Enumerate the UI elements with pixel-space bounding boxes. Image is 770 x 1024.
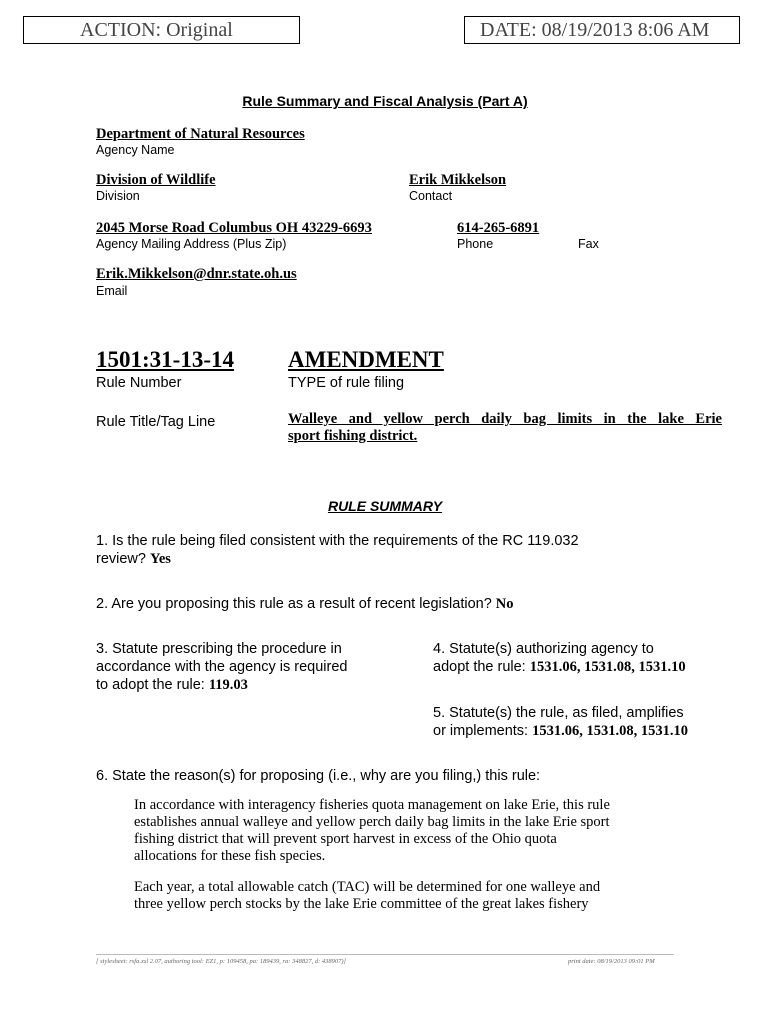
rule-title-line-1: Walleye and yellow perch daily bag limits in the lake Erie (288, 411, 722, 427)
rule-summary-heading: RULE SUMMARY (327, 498, 443, 514)
question-1 (96, 532, 736, 568)
footer-stylesheet-info: [ stylesheet: rsfa.xsl 2.07, authoring tool: EZ1, p: 109458, pa: 189439, ra: 348827, d: 438907)] (96, 958, 347, 965)
phone-label: Phone (457, 237, 494, 251)
footer-rule (96, 954, 674, 955)
date-box (464, 16, 740, 44)
question-5-line-2 (433, 722, 688, 740)
question-4-line-1: 4. Statute(s) authorizing agency to (433, 641, 654, 657)
page-title: Rule Summary and Fiscal Analysis (Part A) (242, 93, 528, 109)
question-3-answer: 119.03 (208, 677, 248, 693)
rule-number-label: Rule Number (96, 375, 182, 391)
address-value: 2045 Morse Road Columbus OH 43229-6693 (96, 220, 372, 236)
reason-paragraph-2-line-2: three yellow perch stocks by the lake Erie committee of the great lakes fishery (134, 896, 589, 912)
reason-paragraph-2-line-1: Each year, a total allowable catch (TAC) will be determined for one walleye and (134, 879, 601, 895)
question-3-prompt: to adopt the rule: (96, 677, 205, 693)
question-5-prompt: or implements: (433, 723, 529, 739)
question-6: 6. State the reason(s) for proposing (i.e., why are you filing,) this rule: (96, 768, 541, 784)
reason-paragraph-2 (134, 879, 600, 913)
address-label: Agency Mailing Address (Plus Zip) (96, 237, 287, 251)
fax-label: Fax (578, 237, 599, 251)
filing-type-value: AMENDMENT (288, 347, 444, 372)
question-1-line-2 (96, 550, 736, 568)
contact-label: Contact (409, 189, 453, 203)
question-5-line-1: 5. Statute(s) the rule, as filed, amplifies (433, 705, 684, 721)
question-4-prompt: adopt the rule: (433, 659, 526, 675)
question-4-answer: 1531.06, 1531.08, 1531.10 (529, 659, 686, 675)
reason-paragraph-1-line-4: allocations for these fish species. (134, 848, 326, 864)
email-label: Email (96, 284, 128, 298)
phone-value: 614-265-6891 (457, 220, 540, 236)
reason-paragraph-1 (134, 797, 610, 865)
rule-title-value (288, 411, 722, 445)
question-3 (96, 640, 406, 694)
question-1-line-1: 1. Is the rule being filed consistent with the requirements of the RC 119.032 (96, 533, 579, 549)
date-text: DATE: 08/19/2013 8:06 AM (480, 19, 710, 41)
question-2-prompt: 2. Are you proposing this rule as a result of recent legislation? (96, 596, 492, 612)
filing-type-label: TYPE of rule filing (288, 375, 405, 391)
question-2-answer: No (495, 596, 514, 612)
contact-value: Erik Mikkelson (409, 172, 507, 188)
question-3-line-1: 3. Statute prescribing the procedure in (96, 641, 342, 657)
rule-number-value: 1501:31-13-14 (96, 347, 234, 372)
agency-name-label: Agency Name (96, 143, 175, 157)
division-label: Division (96, 189, 140, 203)
reason-paragraph-1-line-2: establishes annual walleye and yellow perch daily bag limits in the lake Erie sport (134, 814, 610, 830)
question-3-line-3 (96, 676, 406, 694)
division-value: Division of Wildlife (96, 172, 216, 188)
question-5-answer: 1531.06, 1531.08, 1531.10 (532, 723, 688, 739)
question-5 (433, 704, 688, 740)
email-value: Erik.Mikkelson@dnr.state.oh.us (96, 266, 297, 282)
question-3-line-2: accordance with the agency is required (96, 659, 348, 675)
question-1-prompt: review? (96, 551, 146, 567)
question-4-line-2 (433, 658, 686, 676)
footer-print-date: print date: 08/19/2013 09:01 PM (568, 958, 655, 965)
action-text: ACTION: Original (80, 19, 233, 41)
reason-paragraph-1-line-1: In accordance with interagency fisheries quota management on lake Erie, this rule (134, 797, 610, 813)
question-4 (433, 640, 686, 676)
rule-title-label: Rule Title/Tag Line (96, 414, 216, 430)
action-box (23, 16, 300, 44)
reason-paragraph-1-line-3: fishing district that will prevent sport harvest in excess of the Ohio quota (134, 831, 557, 847)
question-2 (96, 595, 514, 613)
rule-title-line-2: sport fishing district. (288, 428, 418, 444)
agency-name-value: Department of Natural Resources (96, 126, 305, 142)
question-1-answer: Yes (150, 551, 171, 567)
